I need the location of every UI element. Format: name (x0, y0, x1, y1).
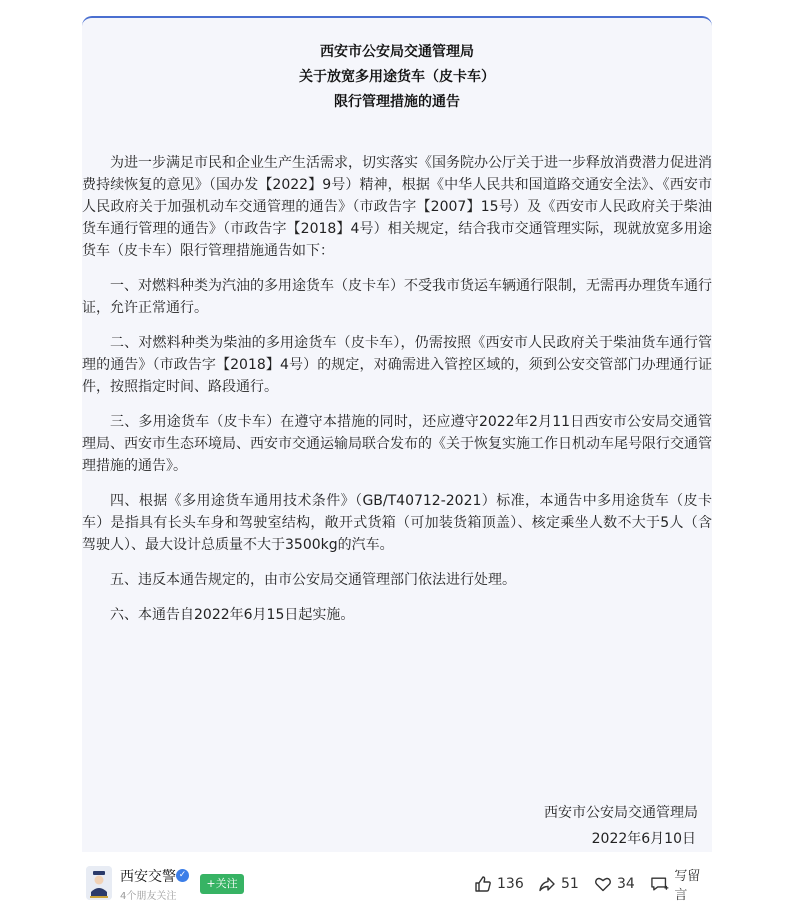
notice-card (82, 16, 712, 852)
post-footer (82, 862, 712, 906)
title-line-2: 关于放宽多用途货车（皮卡车） (299, 69, 495, 85)
verified-check-icon: ✓ (176, 869, 189, 882)
notice-title (82, 40, 712, 115)
thumbs-up-icon (474, 875, 492, 893)
paragraph-item-5: 五、违反本通告规定的，由市公安局交通管理部门依法进行处理。 (110, 572, 516, 588)
paragraph-item-2: 二、对燃料种类为柴油的多用途货车（皮卡车），仍需按照《西安市人民政府关于柴油货车通行管理的通告》（市政告字【2018】4号）的规定，对确需进入管控区域的，须到公安交管部门办理通行证件，按照指定时间、路段通行。 (82, 335, 712, 395)
paragraph-item-1: 一、对燃料种类为汽油的多用途货车（皮卡车）不受我市货运车辆通行限制，无需再办理货车通行证，允许正常通行。 (82, 278, 712, 316)
signature-org: 西安市公安局交通管理局 (544, 805, 698, 821)
title-line-3: 限行管理措施的通告 (334, 94, 460, 110)
paragraph-item-3: 三、多用途货车（皮卡车）在遵守本措施的同时，还应遵守2022年2月11日西安市公安局交通管理局、西安市生态环境局、西安市交通运输局联合发布的《关于恢复实施工作日机动车尾号限行交通管理措施的通告》。 (82, 414, 712, 474)
comment-label: 写留言 (674, 869, 701, 903)
favorite-count: 34 (617, 876, 635, 892)
like-count: 136 (497, 876, 524, 892)
signature-date: 2022年6月10日 (591, 831, 696, 847)
follow-button[interactable]: +关注 (200, 874, 244, 894)
heart-icon (594, 875, 612, 893)
favorite-button[interactable] (594, 874, 635, 894)
notice-body (82, 152, 712, 639)
comment-bubble-icon (650, 875, 669, 893)
paragraph-intro: 为进一步满足市民和企业生产生活需求，切实落实《国务院办公厅关于进一步释放消费潜力促进消费持续恢复的意见》（国办发【2022】9号）精神，根据《中华人民共和国道路交通安全法》、《西安市人民政府关于加强机动车交通管理的通告》（市政告字【2007】15号）及《西安市人民政府关于柴油货车通行管理的通告》（市政告字【2018】4号）相关规定，结合我市交通管理实际，现就放宽多用途货车（皮卡车）限行管理措施通告如下： (82, 155, 712, 259)
follower-note: 4个朋友关注 (120, 891, 177, 902)
title-line-1: 西安市公安局交通管理局 (320, 44, 474, 60)
paragraph-item-6: 六、本通告自2022年6月15日起实施。 (110, 607, 355, 623)
like-button[interactable] (474, 874, 524, 894)
write-comment-button[interactable] (650, 869, 712, 903)
avatar[interactable] (86, 866, 112, 900)
share-arrow-icon (538, 875, 556, 893)
share-count: 51 (561, 876, 579, 892)
police-badge-icon (86, 866, 112, 900)
share-button[interactable] (538, 874, 579, 894)
author-name[interactable]: 西安交警 (120, 869, 176, 885)
paragraph-item-4: 四、根据《多用途货车通用技术条件》（GB/T40712-2021）标准，本通告中多用途货车（皮卡车）是指具有长头车身和驾驶室结构，敞开式货箱（可加装货箱顶盖）、核定乘坐人数不大于5人（含驾驶人）、最大设计总质量不大于3500kg的汽车。 (82, 493, 712, 553)
